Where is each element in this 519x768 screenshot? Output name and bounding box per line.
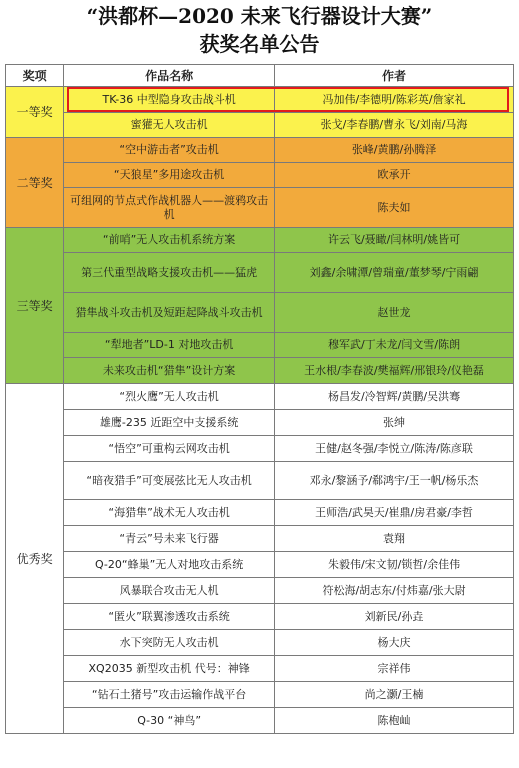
authors-cell: 穆军武/丁未龙/闫文雪/陈朗 [275,333,514,358]
authors-cell: 陈枹屾 [275,708,514,734]
work-name-cell: “悟空”可重构云网攻击机 [64,436,275,462]
work-name-cell: Q-30 “神鸟” [64,708,275,734]
table-row [6,358,514,384]
authors-cell: 王健/赵冬强/李悦立/陈涛/陈彦联 [275,436,514,462]
table-row [6,188,514,228]
table-row [6,333,514,358]
work-name-cell: 雄鹰-235 近距空中支援系统 [64,410,275,436]
awards-table [5,64,514,734]
authors-cell: 刘新民/孙垚 [275,604,514,630]
table-row [6,410,514,436]
authors-cell: 袁翔 [275,526,514,552]
authors-cell: 符松海/胡志东/付炜嘉/张大尉 [275,578,514,604]
table-row [6,462,514,500]
table-row [6,163,514,188]
work-name-cell: 水下突防无人攻击机 [64,630,275,656]
work-name-cell: “天狼星”多用途攻击机 [64,163,275,188]
work-name-cell: “海猎隼”战术无人攻击机 [64,500,275,526]
authors-cell: 陈夫如 [275,188,514,228]
authors-cell: 欧承开 [275,163,514,188]
authors-cell: 邓永/黎涵予/郗鸿宇/王一帆/杨乐杰 [275,462,514,500]
table-row [6,578,514,604]
table-row [6,384,514,410]
authors-cell: 王水根/李春波/樊福辉/邢银玲/仪艳磊 [275,358,514,384]
award-category-third: 三等奖 [6,228,64,384]
authors-cell: 尚之灏/王楠 [275,682,514,708]
table-row [6,604,514,630]
table-row [6,656,514,682]
title-line-2: 获奖名单公告 [199,32,320,56]
table-row [6,138,514,163]
authors-cell: 赵世龙 [275,293,514,333]
authors-cell: 王师浩/武昊天/崔鼎/房君豪/李哲 [275,500,514,526]
authors-cell: 朱毅伟/宋文韧/锁哲/余佳伟 [275,552,514,578]
work-name-cell: “烈火鹰”无人攻击机 [64,384,275,410]
work-name-cell: “钻石土猪号”攻击运输作战平台 [64,682,275,708]
work-name-cell: 第三代重型战略支援攻击机——猛虎 [64,253,275,293]
work-name-cell: “青云”号未来飞行器 [64,526,275,552]
table-row [6,253,514,293]
work-name-cell: TK-36 中型隐身攻击战斗机 [64,87,275,113]
authors-cell: 刘鑫/余啸潭/曾瑞童/董梦琴/宁雨翩 [275,253,514,293]
work-name-cell: XQ2035 新型攻击机 代号：神锋 [64,656,275,682]
authors-cell: 宗祥伟 [275,656,514,682]
award-category-merit: 优秀奖 [6,384,64,734]
table-row [6,228,514,253]
table-row [6,682,514,708]
table-row [6,708,514,734]
title-line-1: “洪都杯—2020 未来飞行器设计大赛” [86,4,433,28]
table-row [6,436,514,462]
work-name-cell: “空中游击者”攻击机 [64,138,275,163]
authors-cell: 杨大庆 [275,630,514,656]
authors-cell: 冯加伟/李德明/陈彩英/詹家礼 [275,87,514,113]
award-category-second: 二等奖 [6,138,64,228]
work-name-cell: 未来攻击机“猎隼”设计方案 [64,358,275,384]
authors-cell: 张戈/李春鹏/曹永飞/刘南/马海 [275,113,514,138]
table-header-row [6,65,514,87]
header-work: 作品名称 [64,65,275,87]
work-name-cell: “匿火”联翼渗透攻击系统 [64,604,275,630]
work-name-cell: “暗夜猎手”可变展弦比无人攻击机 [64,462,275,500]
table-row [6,526,514,552]
work-name-cell: 可组网的节点式作战机器人——渡鸦攻击机 [64,188,275,228]
work-name-cell: 风暴联合攻击无人机 [64,578,275,604]
work-name-cell: “犁地者”LD-1 对地攻击机 [64,333,275,358]
authors-cell: 张峰/黄鹏/孙腾泽 [275,138,514,163]
table-row [6,500,514,526]
award-category-first: 一等奖 [6,87,64,138]
work-name-cell: 蜜獾无人攻击机 [64,113,275,138]
authors-cell: 杨昌发/冷智辉/黄鹏/吴洪骞 [275,384,514,410]
table-row [6,552,514,578]
header-authors: 作者 [275,65,514,87]
header-award: 奖项 [6,65,64,87]
work-name-cell: “前哨”无人攻击机系统方案 [64,228,275,253]
table-row [6,87,514,113]
authors-cell: 张绅 [275,410,514,436]
authors-cell: 许云飞/聂瞰/闫林明/姚皆可 [275,228,514,253]
table-row [6,113,514,138]
work-name-cell: Q-20“蜂巢”无人对地攻击系统 [64,552,275,578]
table-row [6,630,514,656]
table-row [6,293,514,333]
work-name-cell: 猎隼战斗攻击机及短距起降战斗攻击机 [64,293,275,333]
